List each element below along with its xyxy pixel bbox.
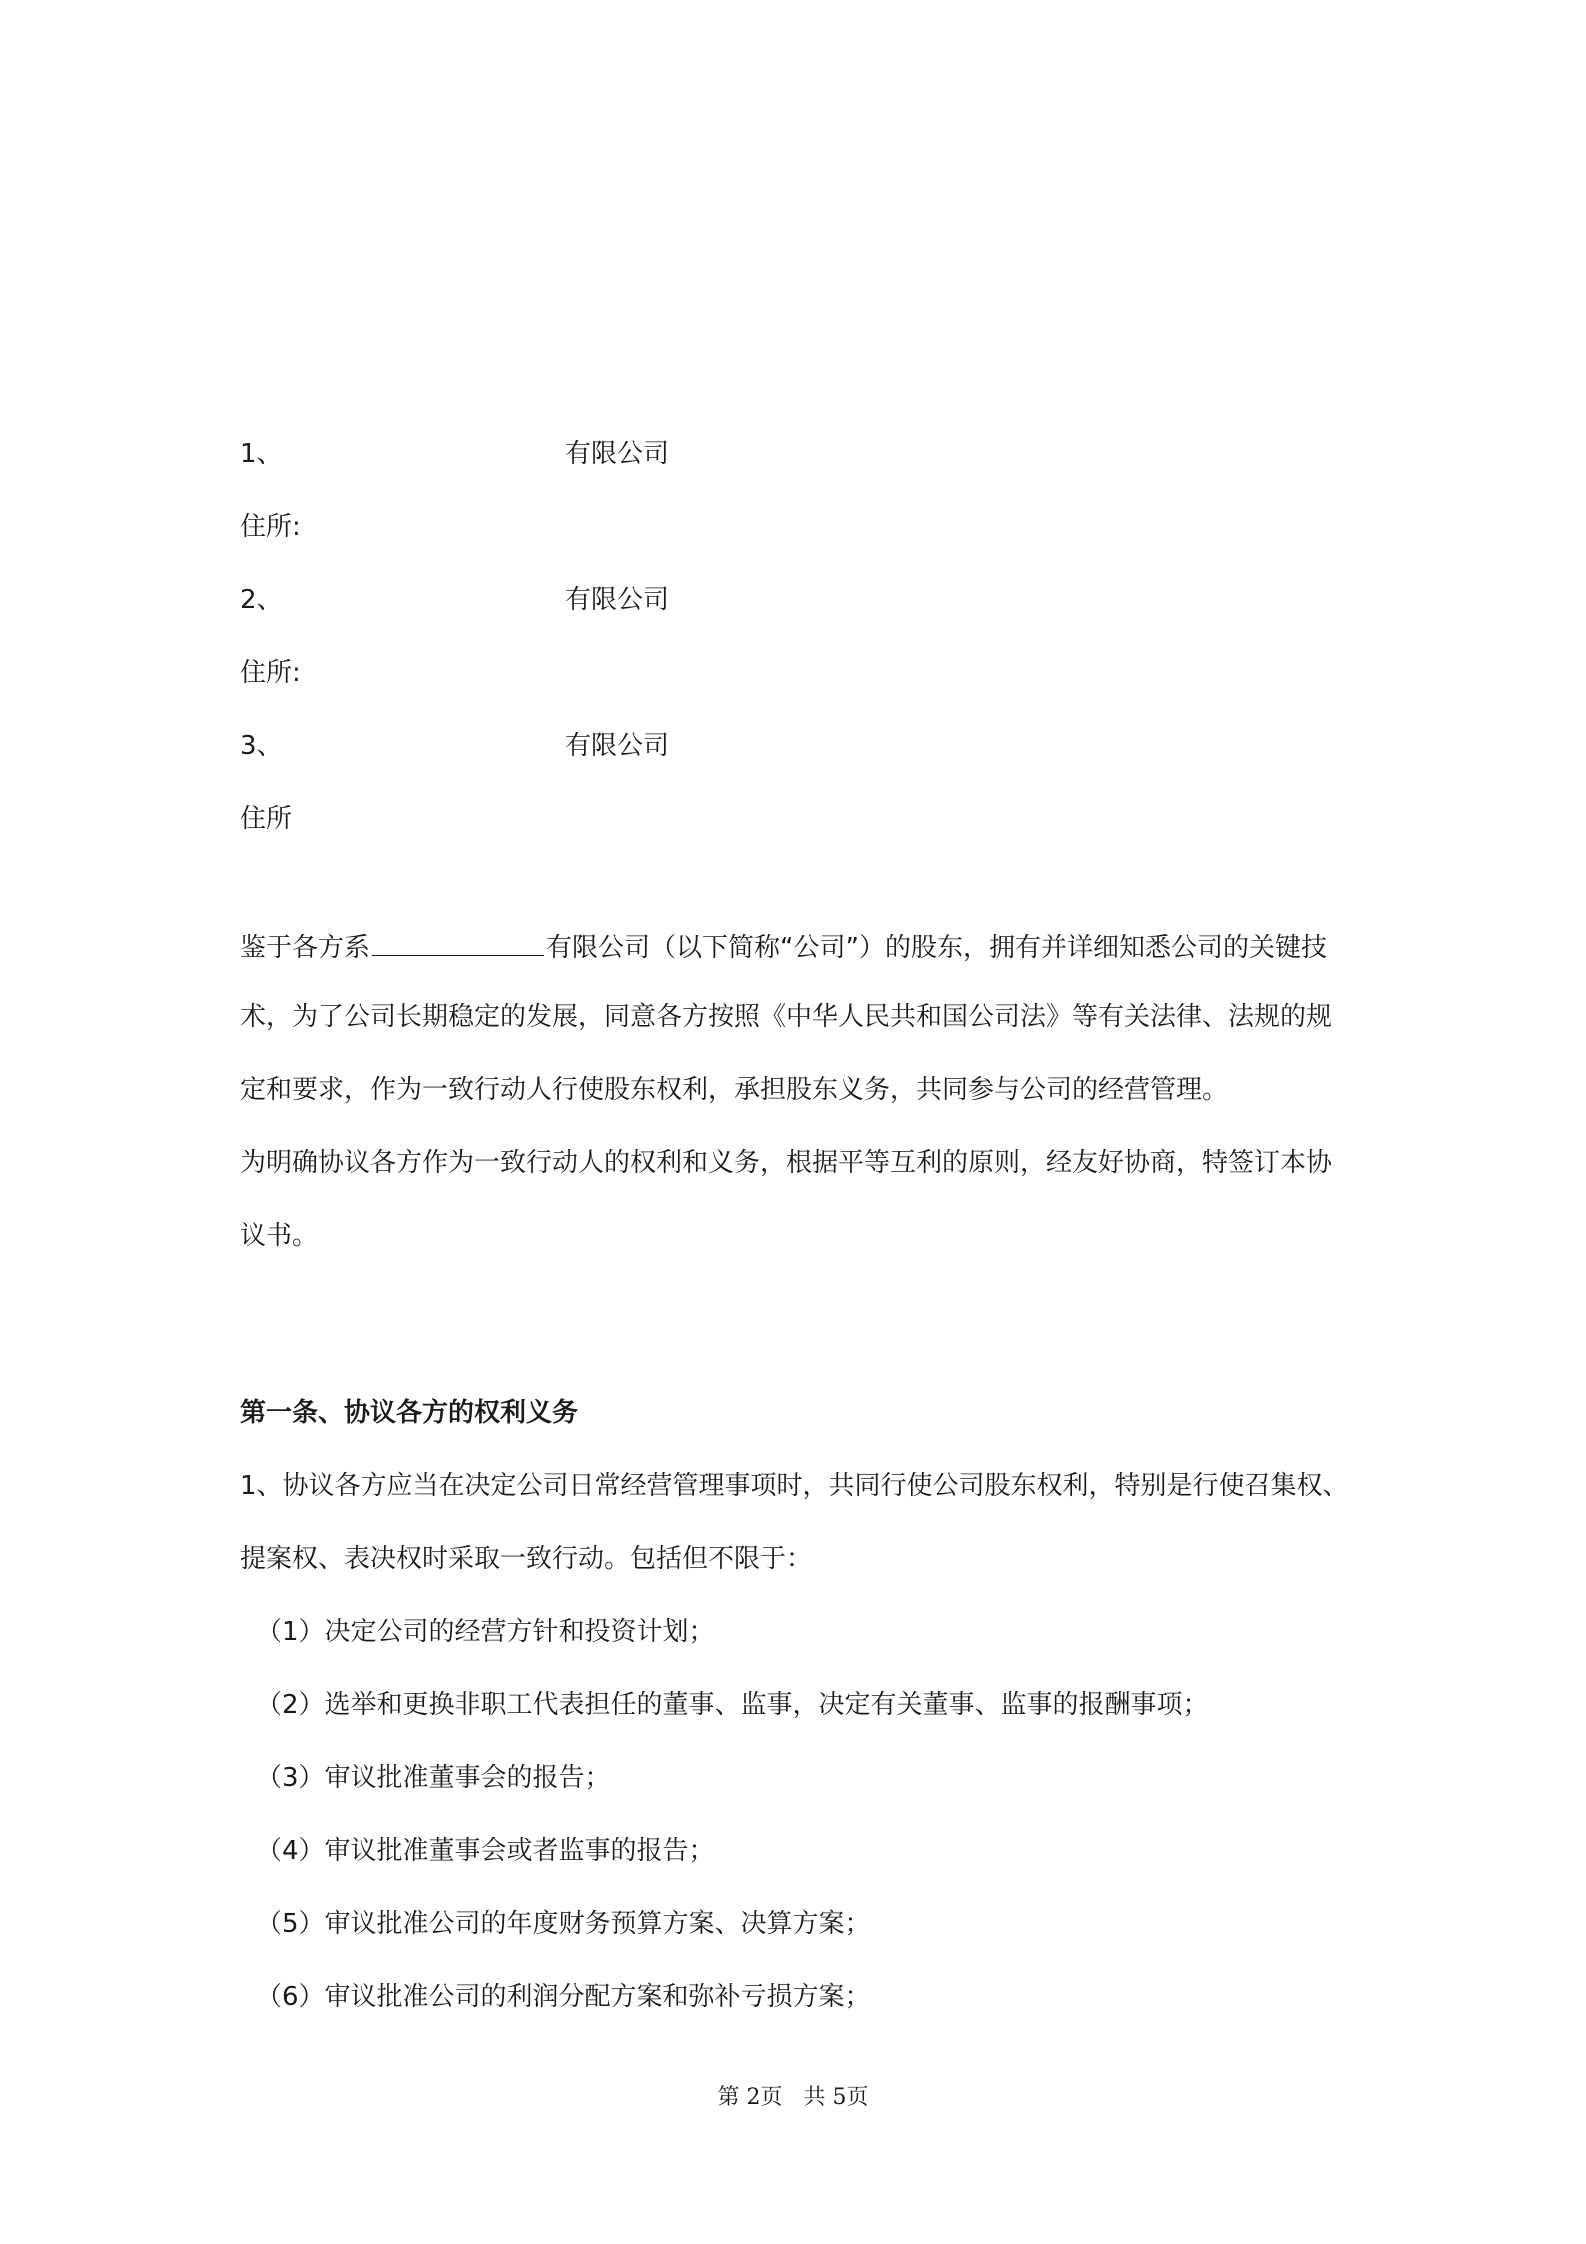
company-name-blank bbox=[372, 927, 544, 956]
clause-1-line-1: 1、协议各方应当在决定公司日常经营管理事项时，共同行使公司股东权利，特别是行使召集权、 bbox=[240, 1471, 1349, 1501]
article-1-heading: 第一条、协议各方的权利义务 bbox=[240, 1398, 579, 1428]
preamble-line-1-start: 鉴于各方系 bbox=[240, 933, 371, 963]
preamble-line-4: 为明确协议各方作为一致行动人的权利和义务，根据平等互利的原则，经友好协商，特签订本协 bbox=[240, 1148, 1333, 1178]
page-number-footer: 第 2页 共 5页 bbox=[717, 2085, 869, 2110]
list-item: （2）选举和更换非职工代表担任的董事、监事，决定有关董事、监事的报酬事项； bbox=[256, 1690, 1209, 1720]
party-2-name: 有限公司 bbox=[565, 585, 670, 615]
party-2-number: 2、 bbox=[240, 585, 283, 615]
preamble-line-1-end: 有限公司（以下简称“公司”）的股东，拥有并详细知悉公司的关键技 bbox=[546, 933, 1327, 963]
list-item: （1）决定公司的经营方针和投资计划； bbox=[256, 1617, 715, 1647]
preamble-line-1 bbox=[240, 927, 1327, 965]
party-3-address-label: 住所 bbox=[240, 804, 293, 834]
party-1-number: 1、 bbox=[240, 439, 283, 469]
party-2-address-label: 住所: bbox=[240, 658, 301, 688]
preamble-line-5: 议书。 bbox=[240, 1221, 319, 1251]
clause-1-line-2: 提案权、表决权时采取一致行动。包括但不限于： bbox=[240, 1544, 813, 1574]
list-item: （6）审议批准公司的利润分配方案和弥补亏损方案； bbox=[256, 1982, 871, 2012]
preamble-line-2: 术，为了公司长期稳定的发展，同意各方按照《中华人民共和国公司法》等有关法律、法规的规 bbox=[240, 1002, 1333, 1032]
list-item: （4）审议批准董事会或者监事的报告； bbox=[256, 1836, 715, 1866]
list-item: （3）审议批准董事会的报告； bbox=[256, 1763, 611, 1793]
preamble-line-3: 定和要求，作为一致行动人行使股东权利，承担股东义务，共同参与公司的经营管理。 bbox=[240, 1075, 1229, 1105]
party-1-name: 有限公司 bbox=[565, 439, 670, 469]
party-1-address-label: 住所: bbox=[240, 512, 301, 542]
party-3-name: 有限公司 bbox=[565, 731, 670, 761]
party-3-number: 3、 bbox=[240, 731, 283, 761]
list-item: （5）审议批准公司的年度财务预算方案、决算方案； bbox=[256, 1909, 871, 1939]
